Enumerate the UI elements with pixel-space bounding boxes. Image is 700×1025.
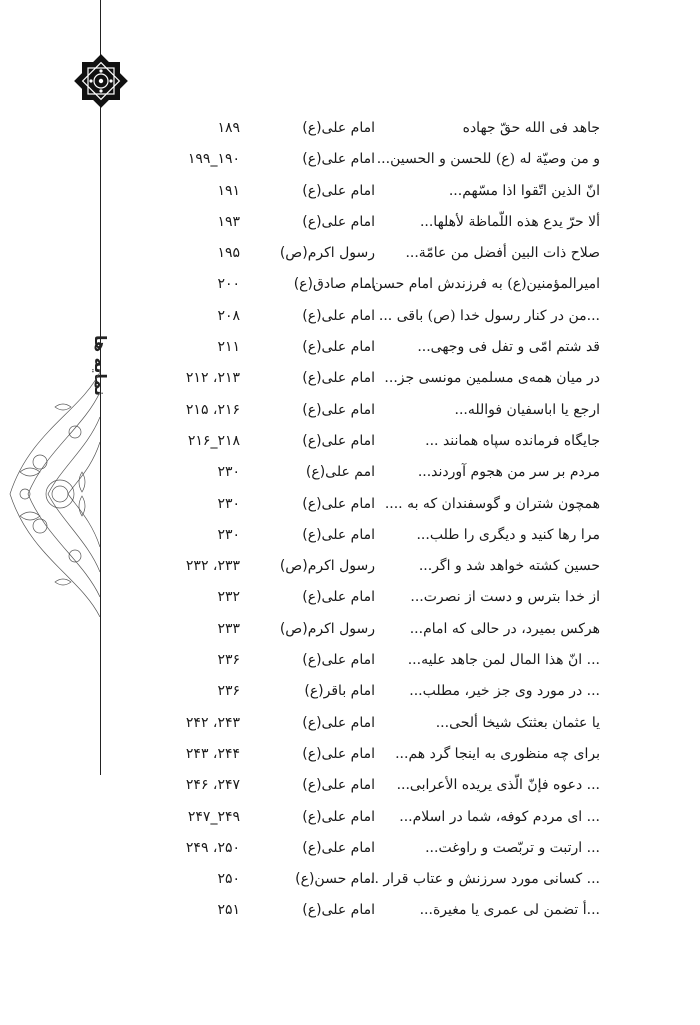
quote-source: امم علی(ع) bbox=[305, 464, 375, 481]
quote-text: ألا حرّ یدع هذه اللّماظة لأهلها... bbox=[419, 213, 600, 230]
index-row bbox=[0, 834, 700, 865]
index-row bbox=[0, 896, 700, 927]
index-row bbox=[0, 803, 700, 834]
page-numbers: ۱۹۱ bbox=[217, 182, 240, 199]
index-row bbox=[0, 239, 700, 270]
quote-text: مرا رها کنید و دیگری را طلب... bbox=[416, 526, 600, 543]
index-row bbox=[0, 583, 700, 614]
index-row bbox=[0, 427, 700, 458]
page-numbers: ۲۳۰ bbox=[217, 495, 240, 512]
quote-source: امام حسن(ع) bbox=[295, 871, 375, 888]
page-numbers: ۲۱۸_۲۱۶ bbox=[187, 432, 240, 449]
index-row bbox=[0, 709, 700, 740]
quote-text: ... ای مردم کوفه، شما در اسلام... bbox=[399, 808, 600, 825]
index-row bbox=[0, 145, 700, 176]
index-row bbox=[0, 490, 700, 521]
page-numbers: ۲۳۳ bbox=[217, 620, 240, 637]
quote-source: امام علی(ع) bbox=[302, 745, 375, 762]
page-numbers: ۲۱۶، ۲۱۵ bbox=[185, 401, 240, 418]
page-numbers: ۲۳۲ bbox=[217, 589, 240, 606]
index-row bbox=[0, 270, 700, 301]
page-numbers: ۲۱۳، ۲۱۲ bbox=[185, 370, 240, 387]
quote-text: ... در مورد وی جز خیر، مطلب... bbox=[409, 683, 600, 700]
page-numbers: ۲۵۰، ۲۴۹ bbox=[185, 839, 240, 856]
page-numbers: ۲۴۹_۲۴۷ bbox=[187, 808, 240, 825]
quote-text: انّ الذین اتّقوا اذا مسّهم... bbox=[448, 182, 600, 199]
page-numbers: ۱۸۹ bbox=[217, 120, 240, 136]
quote-source: امام علی(ع) bbox=[302, 151, 375, 168]
quote-text: و من وصیّة له (ع) للحسن و الحسین... bbox=[376, 151, 600, 168]
page-numbers: ۱۹۵ bbox=[217, 245, 240, 262]
quote-source: امام علی(ع) bbox=[302, 120, 375, 136]
page-numbers: ۲۵۱ bbox=[217, 902, 240, 919]
page-numbers: ۲۱۱ bbox=[217, 339, 240, 356]
index-row bbox=[0, 646, 700, 677]
index-row bbox=[0, 333, 700, 364]
quote-source: امام صادق(ع) bbox=[293, 276, 375, 293]
quote-source: امام علی(ع) bbox=[302, 839, 375, 856]
index-row bbox=[0, 396, 700, 427]
page-numbers: ۲۳۶ bbox=[217, 652, 240, 669]
quote-text: صلاح ذات البین أفضل من عامّة... bbox=[405, 245, 600, 262]
quote-text: امیرالمؤمنین(ع) به فرزندش امام حسن... bbox=[359, 276, 600, 293]
quote-source: امام علی(ع) bbox=[302, 777, 375, 794]
index-row bbox=[0, 458, 700, 489]
quote-text: ... دعوه فإنّ الّذی یریده الأعرابی... bbox=[396, 777, 600, 794]
index-row bbox=[0, 364, 700, 395]
page-numbers: ۱۹۰_۱۹۹ bbox=[187, 151, 240, 168]
quote-text: ...من در کنار رسول خدا (ص) باقی ... bbox=[378, 307, 600, 324]
quote-source: رسول اکرم(ص) bbox=[279, 558, 375, 575]
quote-text: هرکس بمیرد، در حالی که امام... bbox=[409, 620, 600, 637]
index-table bbox=[0, 114, 700, 928]
quote-source: امام علی(ع) bbox=[302, 432, 375, 449]
quote-source: امام علی(ع) bbox=[302, 401, 375, 418]
page-numbers: ۲۰۰ bbox=[217, 276, 240, 293]
side-title-text: نمایه ها bbox=[91, 334, 111, 396]
index-row bbox=[0, 208, 700, 239]
quote-text: از خدا بترس و دست از نصرت... bbox=[410, 589, 600, 606]
quote-text: ... ارتبت و تربّصت و راوغت... bbox=[425, 839, 600, 856]
quote-source: امام علی(ع) bbox=[302, 589, 375, 606]
quote-source: امام علی(ع) bbox=[302, 808, 375, 825]
quote-text: ارجع یا اباسفیان فوالله... bbox=[454, 401, 600, 418]
index-row bbox=[0, 677, 700, 708]
quote-source: امام علی(ع) bbox=[302, 182, 375, 199]
index-row bbox=[0, 302, 700, 333]
quote-source: امام علی(ع) bbox=[302, 714, 375, 731]
index-row bbox=[0, 521, 700, 552]
quote-source: امام علی(ع) bbox=[302, 213, 375, 230]
page-numbers: ۲۳۳، ۲۳۲ bbox=[185, 558, 240, 575]
quote-text: برای چه منظوری به اینجا گرد هم... bbox=[395, 745, 600, 762]
quote-source: امام علی(ع) bbox=[302, 652, 375, 669]
page-numbers: ۱۹۳ bbox=[217, 213, 240, 230]
quote-source: امام علی(ع) bbox=[302, 307, 375, 324]
page-numbers: ۲۰۸ bbox=[217, 307, 240, 324]
index-row bbox=[0, 740, 700, 771]
page-numbers: ۲۴۴، ۲۴۳ bbox=[185, 745, 240, 762]
quote-text: ... انّ هذا المال لمن جاهد علیه... bbox=[407, 652, 600, 669]
quote-source: رسول اکرم(ص) bbox=[279, 245, 375, 262]
star-ornament-icon bbox=[71, 51, 131, 111]
page-numbers: ۲۳۰ bbox=[217, 464, 240, 481]
index-row bbox=[0, 771, 700, 802]
quote-text: همچون شتران و گوسفندان که به .... bbox=[384, 495, 600, 512]
quote-source: امام علی(ع) bbox=[302, 526, 375, 543]
quote-source: امام علی(ع) bbox=[302, 495, 375, 512]
quote-text: مردم بر سر من هجوم آوردند... bbox=[417, 464, 600, 481]
quote-text: جایگاه فرمانده سپاه همانند ... bbox=[425, 432, 600, 449]
quote-text: جاهد فی الله حقّ جهاده bbox=[462, 120, 600, 136]
page-numbers: ۲۳۶ bbox=[217, 683, 240, 700]
quote-text: حسین کشته خواهد شد و اگر... bbox=[418, 558, 600, 575]
quote-source: رسول اکرم(ص) bbox=[279, 620, 375, 637]
index-row bbox=[0, 552, 700, 583]
quote-source: امام علی(ع) bbox=[302, 370, 375, 387]
quote-text: ... کسانی مورد سرزنش و عتاب قرار ... bbox=[365, 871, 600, 888]
quote-text: ...أ تضمن لی عمری یا مغیرة... bbox=[419, 902, 600, 919]
quote-text: قد شتم امّی و تفل فی وجهی... bbox=[417, 339, 600, 356]
index-row bbox=[0, 177, 700, 208]
quote-text: یا عثمان بعثتک شیخا ألحی... bbox=[435, 714, 600, 731]
page-numbers: ۲۵۰ bbox=[217, 871, 240, 888]
quote-source: امام علی(ع) bbox=[302, 339, 375, 356]
quote-text: در میان همه‌ی مسلمین مونسی جز... bbox=[384, 370, 600, 387]
index-row bbox=[0, 114, 700, 145]
index-row bbox=[0, 865, 700, 896]
quote-source: امام علی(ع) bbox=[302, 902, 375, 919]
page-numbers: ۲۳۰ bbox=[217, 526, 240, 543]
index-row bbox=[0, 615, 700, 646]
page-numbers: ۲۴۳، ۲۴۲ bbox=[185, 714, 240, 731]
page-numbers: ۲۴۷، ۲۴۶ bbox=[185, 777, 240, 794]
quote-source: امام باقر(ع) bbox=[304, 683, 375, 700]
